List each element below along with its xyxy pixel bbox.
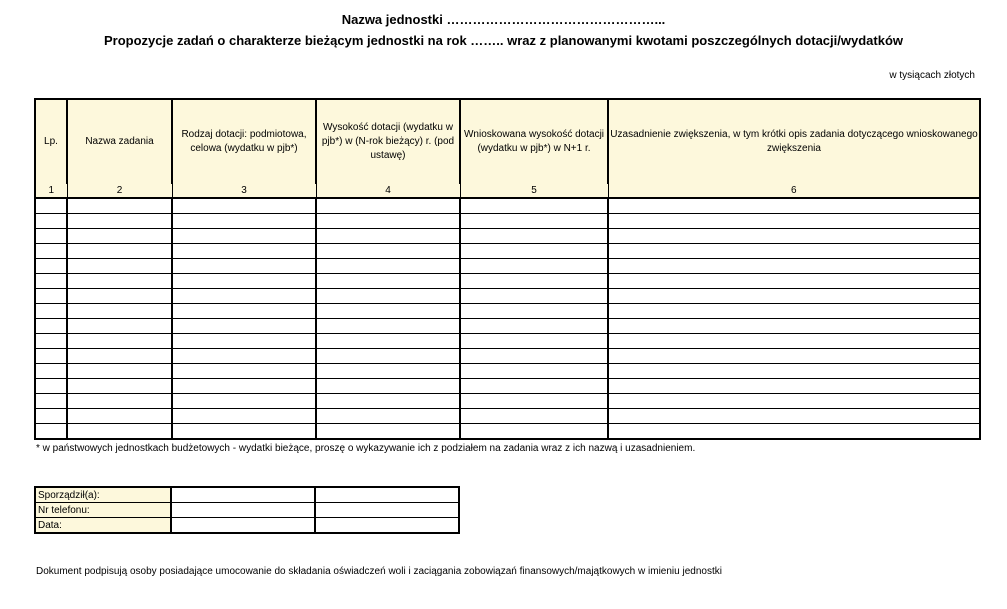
subsidy-type-cell[interactable] [172, 289, 316, 304]
requested-amount-cell[interactable] [460, 319, 608, 334]
current-amount-cell[interactable] [316, 364, 460, 379]
current-amount-cell[interactable] [316, 424, 460, 440]
justification-cell[interactable] [608, 334, 980, 349]
col-header-justification: Uzasadnienie zwiększenia, w tym krótki opis zadania dotyczącego wnioskowanego zwiększenia [608, 99, 980, 184]
justification-cell[interactable] [608, 379, 980, 394]
task-name-cell[interactable] [67, 379, 172, 394]
lp-cell[interactable] [35, 259, 67, 274]
table-row [35, 394, 980, 409]
subsidy-type-cell[interactable] [172, 319, 316, 334]
current-amount-cell[interactable] [316, 349, 460, 364]
justification-cell[interactable] [608, 304, 980, 319]
current-amount-cell[interactable] [316, 394, 460, 409]
task-name-cell[interactable] [67, 229, 172, 244]
footnote: * w państwowych jednostkach budżetowych - wydatki bieżące, proszę o wykazywanie ich z podziałem na zadania wraz z ich nazwą i uzasadnieniem. [36, 443, 696, 454]
col-number: 6 [608, 184, 980, 198]
lp-cell[interactable] [35, 334, 67, 349]
justification-cell[interactable] [608, 214, 980, 229]
lp-cell[interactable] [35, 244, 67, 259]
table-row [35, 259, 980, 274]
subsidy-type-cell[interactable] [172, 198, 316, 214]
signature-table [34, 486, 460, 534]
table-row [35, 334, 980, 349]
table-row [35, 349, 980, 364]
task-name-cell[interactable] [67, 214, 172, 229]
lp-cell[interactable] [35, 394, 67, 409]
task-name-cell[interactable] [67, 304, 172, 319]
lp-cell[interactable] [35, 214, 67, 229]
col-number: 4 [316, 184, 460, 198]
task-name-cell[interactable] [67, 319, 172, 334]
lp-cell[interactable] [35, 229, 67, 244]
form-subtitle: Propozycje zadań o charakterze bieżącym jednostki na rok …….. wraz z planowanymi kwotami poszczególnych dotacji/wydatków [104, 33, 903, 48]
table-row [35, 409, 980, 424]
lp-cell[interactable] [35, 198, 67, 214]
requested-amount-cell[interactable] [460, 259, 608, 274]
subsidy-type-cell[interactable] [172, 244, 316, 259]
col-header-task-name: Nazwa zadania [67, 99, 172, 184]
task-name-cell[interactable] [67, 274, 172, 289]
table-row [35, 319, 980, 334]
requested-amount-cell[interactable] [460, 394, 608, 409]
current-amount-cell[interactable] [316, 319, 460, 334]
prepared-by-label: Sporządził(a): [35, 487, 171, 503]
col-header-lp: Lp. [35, 99, 67, 184]
current-amount-cell[interactable] [316, 259, 460, 274]
requested-amount-cell[interactable] [460, 334, 608, 349]
task-name-cell[interactable] [67, 424, 172, 440]
col-number: 3 [172, 184, 316, 198]
justification-cell[interactable] [608, 319, 980, 334]
current-amount-cell[interactable] [316, 334, 460, 349]
table-row [35, 274, 980, 289]
current-amount-cell[interactable] [316, 409, 460, 424]
requested-amount-cell[interactable] [460, 229, 608, 244]
requested-amount-cell[interactable] [460, 289, 608, 304]
justification-cell[interactable] [608, 274, 980, 289]
col-number: 5 [460, 184, 608, 198]
current-amount-cell[interactable] [316, 229, 460, 244]
subsidy-type-cell[interactable] [172, 379, 316, 394]
task-name-cell[interactable] [67, 409, 172, 424]
subsidy-type-cell[interactable] [172, 409, 316, 424]
task-name-cell[interactable] [67, 289, 172, 304]
current-amount-cell[interactable] [316, 289, 460, 304]
task-name-cell[interactable] [67, 244, 172, 259]
task-name-cell[interactable] [67, 364, 172, 379]
requested-amount-cell[interactable] [460, 244, 608, 259]
subsidy-type-cell[interactable] [172, 424, 316, 440]
requested-amount-cell[interactable] [460, 274, 608, 289]
col-number: 1 [35, 184, 67, 198]
justification-cell[interactable] [608, 349, 980, 364]
subsidy-type-cell[interactable] [172, 304, 316, 319]
unit-name-title: Nazwa jednostki …………………………………………... [341, 12, 666, 27]
authorization-note: Dokument podpisują osoby posiadające umocowanie do składania oświadczeń woli i zaciągania zobowiązań finansowych/majątkowych w imieniu jednostki [36, 566, 722, 577]
unit-label: w tysiącach złotych [889, 70, 975, 81]
task-name-cell[interactable] [67, 394, 172, 409]
date-label: Data: [35, 518, 171, 534]
lp-cell[interactable] [35, 319, 67, 334]
justification-cell[interactable] [608, 289, 980, 304]
date-field[interactable] [171, 518, 315, 534]
lp-cell[interactable] [35, 274, 67, 289]
lp-cell[interactable] [35, 424, 67, 440]
lp-cell[interactable] [35, 364, 67, 379]
current-amount-cell[interactable] [316, 244, 460, 259]
requested-amount-cell[interactable] [460, 379, 608, 394]
current-amount-cell[interactable] [316, 214, 460, 229]
justification-cell[interactable] [608, 364, 980, 379]
table-row [35, 198, 980, 214]
col-header-current-amount: Wysokość dotacji (wydatku w pjb*) w (N-rok bieżący) r. (pod ustawę) [316, 99, 460, 184]
justification-cell[interactable] [608, 244, 980, 259]
justification-cell[interactable] [608, 229, 980, 244]
requested-amount-cell[interactable] [460, 198, 608, 214]
table-row [35, 304, 980, 319]
prepared-by-field[interactable] [171, 487, 315, 503]
task-name-cell[interactable] [67, 259, 172, 274]
subsidy-type-cell[interactable] [172, 364, 316, 379]
requested-amount-cell[interactable] [460, 214, 608, 229]
table-row [35, 364, 980, 379]
subsidy-type-cell[interactable] [172, 274, 316, 289]
signature-row [35, 518, 459, 534]
signature-row [35, 487, 459, 503]
table-row [35, 214, 980, 229]
table-row [35, 244, 980, 259]
justification-cell[interactable] [608, 424, 980, 440]
current-amount-cell[interactable] [316, 198, 460, 214]
subsidy-type-cell[interactable] [172, 259, 316, 274]
lp-cell[interactable] [35, 304, 67, 319]
table-header-row [35, 99, 980, 184]
lp-cell[interactable] [35, 409, 67, 424]
col-number: 2 [67, 184, 172, 198]
lp-cell[interactable] [35, 289, 67, 304]
subsidy-type-cell[interactable] [172, 229, 316, 244]
table-row [35, 379, 980, 394]
justification-cell[interactable] [608, 409, 980, 424]
col-header-subsidy-type: Rodzaj dotacji: podmiotowa, celowa (wydatku w pjb*) [172, 99, 316, 184]
justification-cell[interactable] [608, 259, 980, 274]
table-row [35, 229, 980, 244]
signature-row [35, 503, 459, 518]
tasks-table [34, 98, 981, 440]
subsidy-type-cell[interactable] [172, 214, 316, 229]
task-name-cell[interactable] [67, 349, 172, 364]
lp-cell[interactable] [35, 349, 67, 364]
subsidy-type-cell[interactable] [172, 349, 316, 364]
current-amount-cell[interactable] [316, 379, 460, 394]
requested-amount-cell[interactable] [460, 364, 608, 379]
phone-label: Nr telefonu: [35, 503, 171, 518]
requested-amount-cell[interactable] [460, 304, 608, 319]
lp-cell[interactable] [35, 379, 67, 394]
task-name-cell[interactable] [67, 334, 172, 349]
justification-cell[interactable] [608, 394, 980, 409]
column-number-row [35, 184, 980, 198]
justification-cell[interactable] [608, 198, 980, 214]
current-amount-cell[interactable] [316, 304, 460, 319]
subsidy-type-cell[interactable] [172, 394, 316, 409]
date-extra-field[interactable] [315, 518, 459, 534]
subsidy-type-cell[interactable] [172, 334, 316, 349]
task-name-cell[interactable] [67, 198, 172, 214]
requested-amount-cell[interactable] [460, 349, 608, 364]
phone-field[interactable] [171, 503, 315, 518]
table-row [35, 289, 980, 304]
prepared-by-sign-field[interactable] [315, 487, 459, 503]
table-row [35, 424, 980, 440]
phone-extra-field[interactable] [315, 503, 459, 518]
requested-amount-cell[interactable] [460, 409, 608, 424]
requested-amount-cell[interactable] [460, 424, 608, 440]
current-amount-cell[interactable] [316, 274, 460, 289]
col-header-requested-amount: Wnioskowana wysokość dotacji (wydatku w pjb*) w N+1 r. [460, 99, 608, 184]
